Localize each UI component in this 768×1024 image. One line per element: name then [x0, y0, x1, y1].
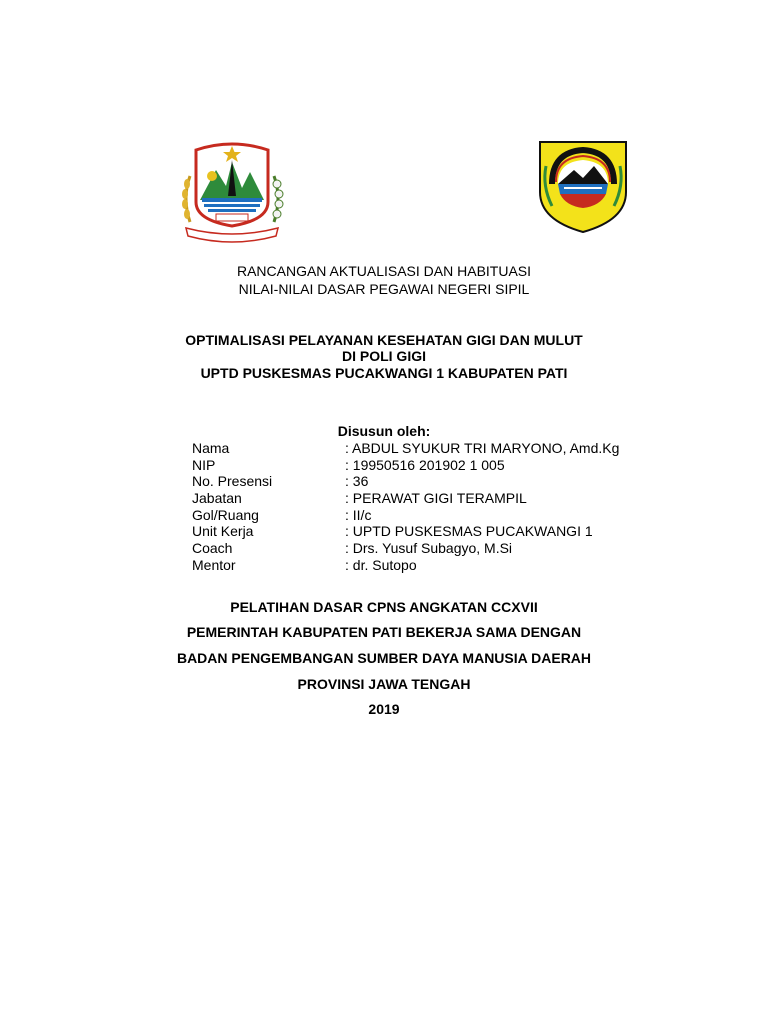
- author-row-mentor: [0, 557, 768, 574]
- author-row-value: : UPTD PUSKESMAS PUCAKWANGI 1: [345, 523, 593, 539]
- footer-line-2: PEMERINTAH KABUPATEN PATI BEKERJA SAMA DENGAN: [186, 624, 582, 640]
- author-row-label: Gol/Ruang: [192, 507, 259, 523]
- author-row-nip: [0, 457, 768, 474]
- author-row-value: : 19950516 201902 1 005: [345, 457, 505, 473]
- author-heading: Disusun oleh:: [337, 423, 431, 439]
- author-row-label: Unit Kerja: [192, 523, 254, 539]
- document-heading-line-1: RANCANGAN AKTUALISASI DAN HABITUASI: [236, 263, 532, 279]
- author-row-label: No. Presensi: [192, 473, 273, 489]
- footer-year: 2019: [368, 701, 400, 717]
- kabupaten-pati-emblem-logo: [534, 136, 632, 236]
- jawa-tengah-emblem-logo: [176, 136, 288, 248]
- author-row-jabatan: [0, 490, 768, 507]
- author-row-value: : PERAWAT GIGI TERAMPIL: [345, 490, 527, 506]
- author-row-gol-ruang: [0, 507, 768, 524]
- author-row-label: Mentor: [192, 557, 236, 573]
- author-row-coach: [0, 540, 768, 557]
- author-row-value: : II/c: [345, 507, 372, 523]
- author-row-label: Jabatan: [192, 490, 242, 506]
- document-title-line-3: UPTD PUSKESMAS PUCAKWANGI 1 KABUPATEN PATI: [200, 365, 568, 381]
- footer-line-1: PELATIHAN DASAR CPNS ANGKATAN CCXVII: [230, 599, 538, 615]
- document-title-line-2: DI POLI GIGI: [341, 348, 426, 364]
- document-title-line-1: OPTIMALISASI PELAYANAN KESEHATAN GIGI DAN MULUT: [185, 332, 583, 348]
- author-row-value: : ABDUL SYUKUR TRI MARYONO, Amd.Kg: [345, 440, 620, 456]
- author-row-presensi: [0, 473, 768, 490]
- author-row-label: Coach: [192, 540, 233, 556]
- author-row-value: : Drs. Yusuf Subagyo, M.Si: [345, 540, 513, 556]
- author-row-unit-kerja: [0, 523, 768, 540]
- footer-line-3: BADAN PENGEMBANGAN SUMBER DAYA MANUSIA DAERAH: [176, 650, 592, 666]
- author-row-value: : dr. Sutopo: [345, 557, 417, 573]
- author-row-nama: [0, 440, 768, 457]
- document-heading-line-2: NILAI-NILAI DASAR PEGAWAI NEGERI SIPIL: [238, 281, 530, 297]
- author-row-label: NIP: [192, 457, 216, 473]
- footer-line-4: PROVINSI JAWA TENGAH: [297, 676, 471, 692]
- author-row-label: Nama: [192, 440, 230, 456]
- author-row-value: : 36: [345, 473, 369, 489]
